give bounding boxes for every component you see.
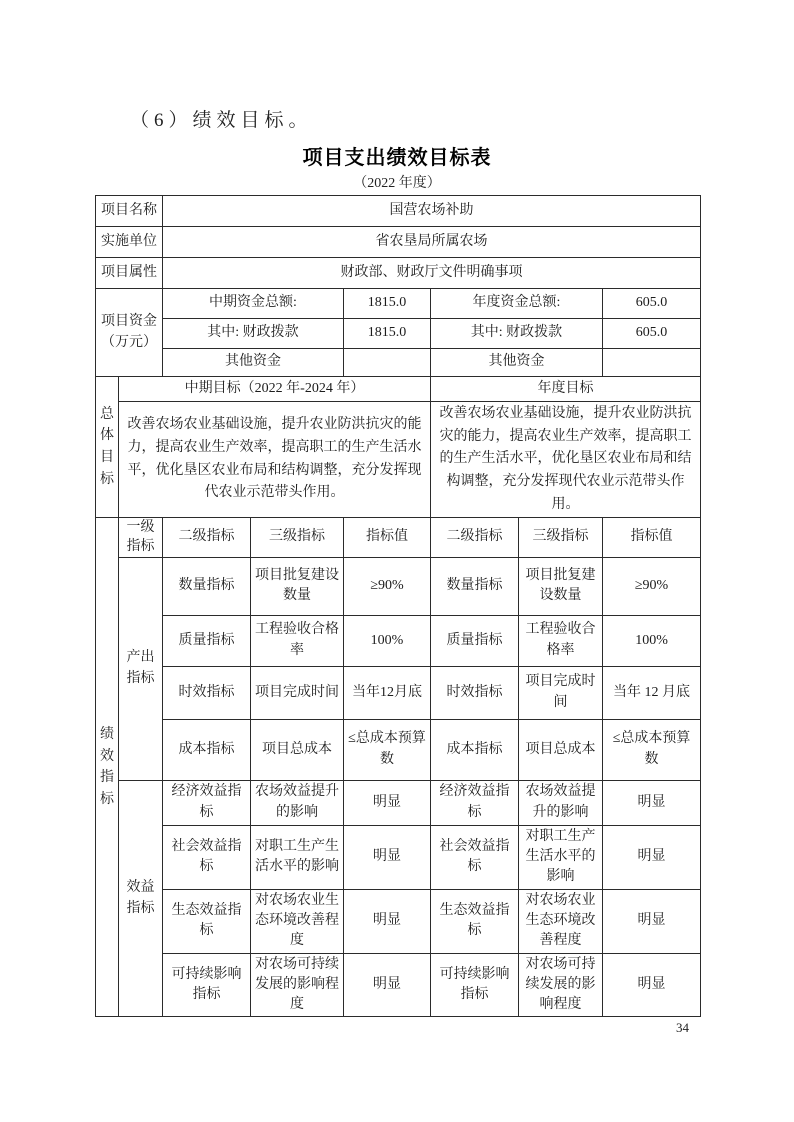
indicator-r2: 可持续影响指标 (431, 953, 519, 1017)
indicator-l2: 质量指标 (163, 615, 251, 666)
annual-goal-text: 改善农场农业基础设施，提升农业防洪抗灾的能力，提高农业生产效率，提高职工的生产生活水平，优化垦区农业布局和结构调整，充分发挥现代农业示范带头作用。 (431, 402, 701, 518)
table-row (96, 377, 701, 402)
table-row (96, 780, 701, 825)
project-name-label: 项目名称 (96, 196, 163, 227)
table-title: 项目支出绩效目标表 (302, 147, 492, 169)
indicator-l2: 成本指标 (163, 719, 251, 780)
indicator-value: 明显 (344, 953, 431, 1017)
annual-goal-header: 年度目标 (431, 377, 701, 402)
indicator-value: 当年12月底 (344, 666, 431, 719)
indicator-value: 100% (344, 615, 431, 666)
mid-other-label: 其他资金 (163, 349, 344, 377)
indicator-l3: 项目总成本 (251, 719, 344, 780)
indicator-r3: 农场效益提升的影响 (519, 780, 603, 825)
indicator-l3: 工程验收合格率 (251, 615, 344, 666)
indicators-label: 绩效指标 (96, 518, 119, 1017)
indicator-rvalue: 明显 (603, 953, 701, 1017)
indicator-value: 明显 (344, 825, 431, 889)
annual-fiscal-label: 其中: 财政拨款 (431, 319, 603, 349)
table-subtitle: （2022 年度） (353, 176, 441, 191)
indicator-r2: 质量指标 (431, 615, 519, 666)
indicator-r3: 项目批复建设数量 (519, 557, 603, 615)
table-row (96, 518, 701, 557)
indicator-r2: 时效指标 (431, 666, 519, 719)
table-row (96, 196, 701, 227)
group-benefit-label: 效益指标 (119, 780, 163, 1017)
table-row (96, 889, 701, 953)
indicator-r3: 对农场农业生态环境改善程度 (519, 889, 603, 953)
project-attr-label: 项目属性 (96, 258, 163, 289)
mid-goal-header: 中期目标（2022 年-2024 年） (119, 377, 431, 402)
mid-fiscal-value: 1815.0 (344, 319, 431, 349)
table-row (96, 319, 701, 349)
table-row (96, 825, 701, 889)
indicator-rvalue: ≤总成本预算数 (603, 719, 701, 780)
table-row (96, 666, 701, 719)
header-level3-mid: 三级指标 (251, 518, 344, 557)
annual-other-label: 其他资金 (431, 349, 603, 377)
indicator-rvalue: 100% (603, 615, 701, 666)
group-output-label: 产出指标 (119, 557, 163, 780)
table-row (96, 227, 701, 258)
annual-total-label: 年度资金总额: (431, 289, 603, 319)
indicator-l2: 数量指标 (163, 557, 251, 615)
indicator-rvalue: ≥90% (603, 557, 701, 615)
indicator-l2: 可持续影响指标 (163, 953, 251, 1017)
table-row (96, 349, 701, 377)
table-row (96, 289, 701, 319)
indicator-l3: 项目完成时间 (251, 666, 344, 719)
indicator-r2: 数量指标 (431, 557, 519, 615)
indicator-l3: 对职工生产生活水平的影响 (251, 825, 344, 889)
table-row (96, 953, 701, 1017)
header-value-annual: 指标值 (603, 518, 701, 557)
page-number: 34 (676, 1020, 689, 1035)
header-level3-annual: 三级指标 (519, 518, 603, 557)
indicator-value: ≤总成本预算数 (344, 719, 431, 780)
indicator-l2: 时效指标 (163, 666, 251, 719)
mid-total-label: 中期资金总额: (163, 289, 344, 319)
indicator-rvalue: 明显 (603, 825, 701, 889)
indicator-l3: 对农场农业生态环境改善程度 (251, 889, 344, 953)
performance-target-table (95, 195, 701, 1017)
annual-fiscal-value: 605.0 (603, 319, 701, 349)
indicator-r3: 对职工生产生活水平的影响 (519, 825, 603, 889)
indicator-rvalue: 当年 12 月底 (603, 666, 701, 719)
annual-total-value: 605.0 (603, 289, 701, 319)
mid-total-value: 1815.0 (344, 289, 431, 319)
indicator-l3: 农场效益提升的影响 (251, 780, 344, 825)
indicator-value: 明显 (344, 889, 431, 953)
indicator-r2: 经济效益指标 (431, 780, 519, 825)
section-heading: （6）绩效目标。 (130, 110, 313, 131)
indicator-r2: 成本指标 (431, 719, 519, 780)
overall-goal-label: 总体目标 (96, 377, 119, 518)
mid-goal-text: 改善农场农业基础设施，提升农业防洪抗灾的能力，提高农业生产效率，提高职工的生产生活水平，优化垦区农业布局和结构调整，充分发挥现代农业示范带头作用。 (119, 402, 431, 518)
table-row (96, 615, 701, 666)
header-level2-annual: 二级指标 (431, 518, 519, 557)
indicator-r3: 工程验收合格率 (519, 615, 603, 666)
annual-other-value (603, 349, 701, 377)
indicator-r3: 对农场可持续发展的影响程度 (519, 953, 603, 1017)
indicator-r2: 社会效益指标 (431, 825, 519, 889)
table-row (96, 719, 701, 780)
header-level2-mid: 二级指标 (163, 518, 251, 557)
project-attr-value: 财政部、财政厅文件明确事项 (163, 258, 701, 289)
header-level1: 一级指标 (119, 518, 163, 557)
header-value-mid: 指标值 (344, 518, 431, 557)
project-name-value: 国营农场补助 (163, 196, 701, 227)
indicator-r2: 生态效益指标 (431, 889, 519, 953)
indicator-rvalue: 明显 (603, 889, 701, 953)
indicator-l2: 社会效益指标 (163, 825, 251, 889)
indicator-l3: 对农场可持续发展的影响程度 (251, 953, 344, 1017)
indicator-l3: 项目批复建设数量 (251, 557, 344, 615)
indicator-r3: 项目完成时间 (519, 666, 603, 719)
mid-other-value (344, 349, 431, 377)
indicator-l2: 生态效益指标 (163, 889, 251, 953)
table-row (96, 258, 701, 289)
funds-label: 项目资金（万元） (96, 289, 163, 377)
mid-fiscal-label: 其中: 财政拨款 (163, 319, 344, 349)
indicator-r3: 项目总成本 (519, 719, 603, 780)
table-row (96, 402, 701, 518)
table-row (96, 557, 701, 615)
indicator-rvalue: 明显 (603, 780, 701, 825)
indicator-value: ≥90% (344, 557, 431, 615)
indicator-value: 明显 (344, 780, 431, 825)
implement-unit-value: 省农垦局所属农场 (163, 227, 701, 258)
implement-unit-label: 实施单位 (96, 227, 163, 258)
indicator-l2: 经济效益指标 (163, 780, 251, 825)
